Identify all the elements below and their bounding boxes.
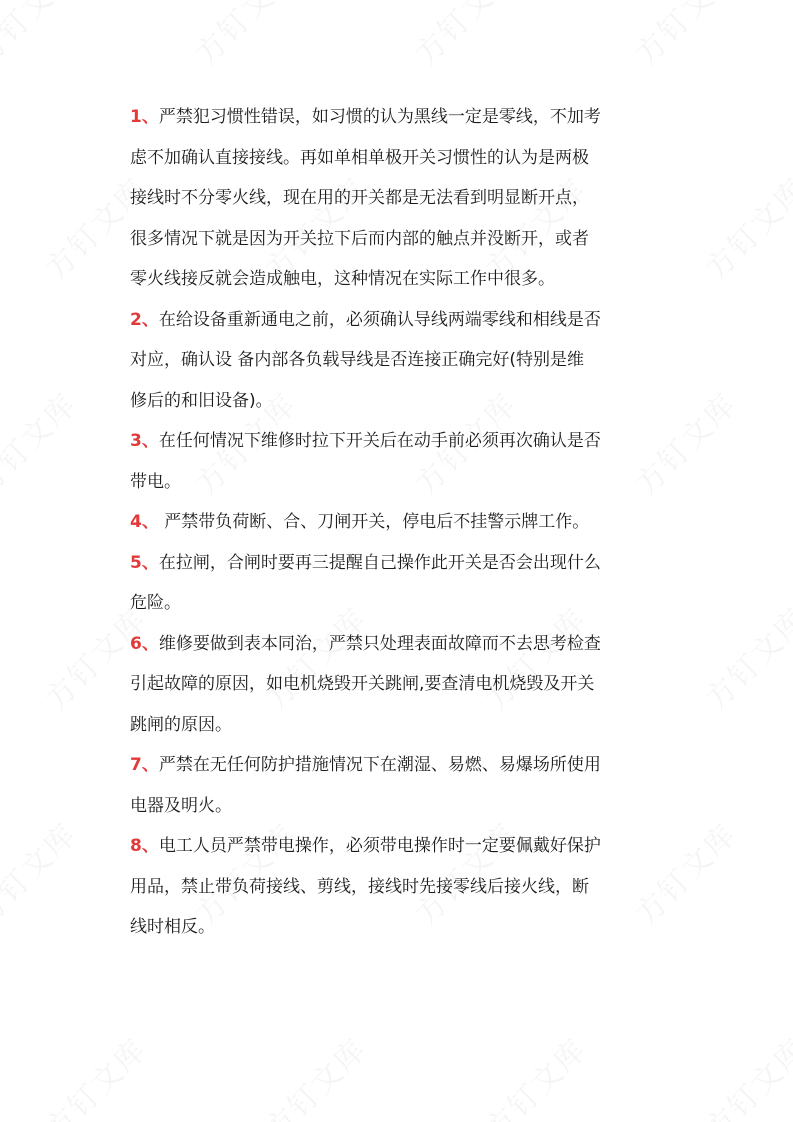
watermark-text [183, 0, 305, 73]
list-item [130, 624, 670, 746]
item-number: 6、 [130, 633, 159, 654]
item-line: 虑不加确认直接接线。再如单相单极开关习惯性的认为是两极 [130, 147, 589, 168]
watermark-text [253, 1026, 375, 1122]
list-item [130, 300, 670, 422]
list-item [130, 421, 670, 502]
watermark-text [473, 1026, 595, 1122]
item-line: 用品，禁止带负荷接线、剪线，接线时先接零线后接火线，断 [130, 876, 589, 897]
item-line: 零火线接反就会造成触电，这种情况在实际工作中很多。 [130, 269, 555, 289]
item-line: 严禁带负荷断、合、刀闸开关，停电后不挂警示牌工作。 [158, 512, 590, 532]
list-item [130, 502, 670, 543]
item-number: 3、 [130, 431, 159, 451]
watermark-text [33, 1026, 155, 1122]
item-number: 4、 [130, 512, 159, 532]
item-line: 维修要做到表本同治，严禁只处理表面故障而不去思考检查 [158, 633, 601, 654]
item-line: 危险。 [130, 593, 181, 613]
item-line: 电器及明火。 [130, 795, 232, 816]
item-line: 引起故障的原因，如电机烧毁开关跳闸,要查清电机烧毁及开关 [130, 674, 595, 694]
item-number: 2、 [130, 309, 159, 330]
list-item [130, 97, 670, 300]
list-item [130, 826, 670, 948]
watermark-text [0, 811, 85, 933]
list-item [130, 745, 670, 826]
document-body [130, 97, 670, 948]
item-line: 对应，确认设 备内部各负载导线是否连接正确完好(特别是维 [130, 350, 585, 370]
item-line: 接线时不分零火线，现在用的开关都是无法看到明显断开点， [130, 188, 589, 208]
item-line: 严禁犯习惯性错误，如习惯的认为黑线一定是零线，不加考 [158, 107, 601, 127]
item-number: 7、 [130, 755, 159, 775]
watermark-text [693, 166, 793, 288]
item-line: 修后的和旧设备)。 [130, 390, 273, 411]
watermark-text [693, 596, 793, 718]
item-line: 线时相反。 [130, 917, 215, 937]
watermark-text [0, 0, 85, 73]
item-line: 在任何情况下维修时拉下开关后在动手前必须再次确认是否 [158, 431, 601, 451]
list-item [130, 543, 670, 624]
item-line: 严禁在无任何防护措施情况下在潮湿、易燃、易爆场所使用 [158, 755, 601, 775]
watermark-text [403, 0, 525, 73]
watermark-text [623, 0, 745, 73]
item-number: 8、 [130, 836, 159, 856]
item-line: 电工人员严禁带电操作，必须带电操作时一定要佩戴好保护 [158, 836, 601, 856]
item-line: 很多情况下就是因为开关拉下后而内部的触点并没断开，或者 [130, 228, 589, 249]
item-line: 带电。 [130, 471, 181, 492]
watermark-text [0, 381, 85, 503]
item-number: 1、 [130, 107, 159, 127]
item-number: 5、 [130, 552, 159, 573]
item-line: 在拉闸，合闸时要再三提醒自己操作此开关是否会出现什么 [158, 552, 601, 573]
watermark-text [693, 1026, 793, 1122]
item-line: 跳闸的原因。 [130, 714, 232, 735]
item-line: 在给设备重新通电之前，必须确认导线两端零线和相线是否 [158, 309, 601, 330]
